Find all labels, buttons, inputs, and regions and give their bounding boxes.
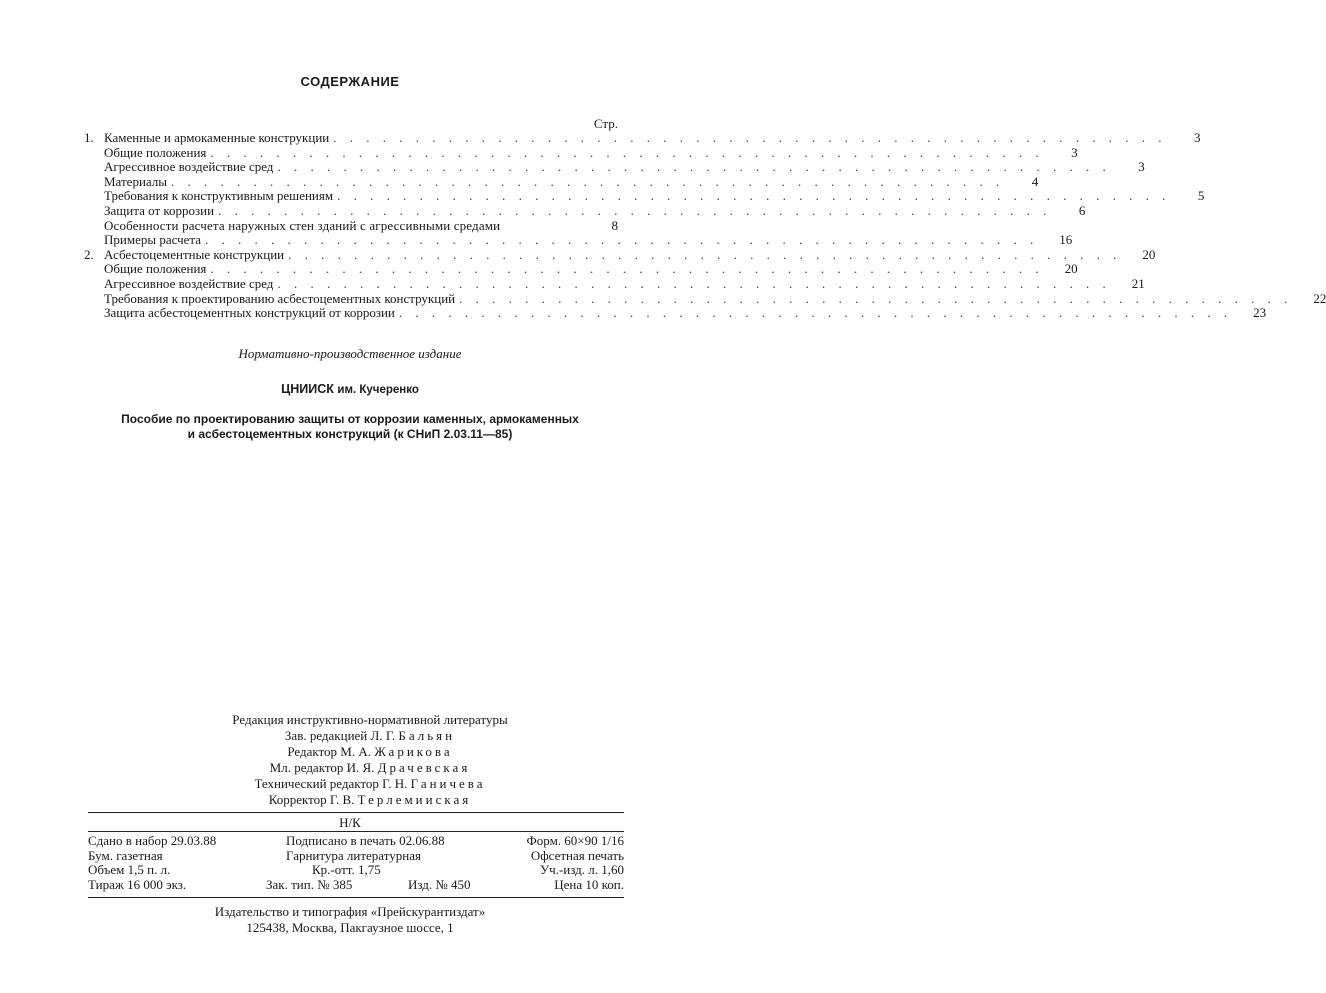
publisher-block (0, 904, 700, 936)
nk-mark: Н/К (339, 815, 361, 830)
divider-line (88, 897, 624, 898)
book-title-line: и асбестоцементных конструкций (к СНиП 2.03.11—85) (187, 427, 513, 441)
toc-page: 20 (1142, 246, 1156, 262)
toc-text: Общие положения (104, 144, 207, 160)
editorial-staff (130, 712, 610, 808)
toc-text: Агрессивное воздействие сред (104, 159, 274, 175)
toc-text: Защита от коррозии (104, 202, 215, 218)
staff-name: Жарикова (374, 744, 453, 759)
toc-page: 3 (1071, 144, 1078, 160)
toc-leader: . . . . . . . . . . . . . . . . . . . . . . . . . . . . . . . . . . . . . . . . . . . . . . . . . . . (459, 290, 1293, 306)
toc-entry[interactable] (84, 275, 1145, 292)
toc-page: 21 (1131, 275, 1145, 291)
toc-leader: . . . . . . . . . . . . . . . . . . . . . . . . . . . . . . . . . . . . . . . . . . . . . . . . . . . (398, 305, 1233, 321)
book-title (80, 412, 620, 442)
toc-leader: . . . . . . . . . . . . . . . . . . . . . . . . . . . . . . . . . . . . . . . . . . . . . . . . . . . (288, 246, 1122, 262)
organization (0, 382, 700, 396)
staff-name: Ганичева (410, 776, 486, 791)
toc-page: 16 (1059, 232, 1073, 248)
toc-entry[interactable] (84, 290, 1326, 307)
imprint-row: Сдано в набор 29.03.88 Подписано в печать 02.06.88 Форм. 60×90 1/16 (88, 833, 624, 848)
toc-entry[interactable] (84, 305, 1267, 321)
toc-entry[interactable] (84, 202, 1086, 219)
toc-page: 3 (1193, 130, 1201, 145)
toc-number: 1. (84, 130, 94, 145)
toc-text: Материалы (104, 173, 168, 189)
edition-type: Нормативно-производственное издание (238, 346, 462, 361)
toc-leader: . . . . . . . . . . . . . . . . . . . . . . . . . . . . . . . . . . . . . . . . . . . . . . . . . . . (277, 275, 1111, 291)
toc-entry[interactable] (84, 173, 1039, 190)
organization-rest: им. Кучеренко (337, 384, 419, 396)
toc-text: Требования к конструктивным решениям (104, 188, 334, 204)
book-title-line: Пособие по проектированию защиты от коррозии каменных, армокаменных (121, 412, 579, 426)
toc-text: Агрессивное воздействие сред (104, 275, 274, 291)
toc-entry[interactable] (84, 130, 1201, 146)
toc-text: Асбестоцементные конструкции (104, 246, 285, 262)
toc-entry[interactable] (84, 144, 1078, 161)
page-column-label: Стр. (593, 116, 618, 131)
toc-text: Требования к проектированию асбестоцементных конструкций (104, 290, 456, 306)
toc-page: 4 (1031, 173, 1039, 189)
staff-line: Редактор М. А. Жарикова (287, 744, 453, 759)
department: Редакция инструктивно-нормативной литературы (232, 712, 508, 727)
contents-title: СОДЕРЖАНИЕ (300, 74, 400, 89)
staff-name: Терлемииская (357, 792, 472, 807)
toc-leader: . . . . . . . . . . . . . . . . . . . . . . . . . . . . . . . . . . . . . . . . . . . . . . . . . . . (205, 232, 1039, 248)
toc-entry[interactable] (84, 261, 1078, 277)
publisher-address: 125438, Москва, Пакгаузное шоссе, 1 (246, 920, 454, 935)
toc-text: Особенности расчета наружных стен зданий с агрессивными средами (104, 217, 501, 233)
staff-line: Корректор Г. В. Терлемииская (268, 792, 472, 807)
toc-text: Каменные и армокаменные конструкции (104, 130, 330, 145)
imprint-block (88, 834, 624, 892)
toc-page: 22 (1313, 290, 1326, 306)
toc-page: 20 (1064, 261, 1078, 277)
divider-line (88, 812, 624, 813)
toc-entry[interactable] (84, 188, 1205, 204)
staff-name: Драчевская (377, 760, 471, 775)
divider-line (88, 831, 624, 832)
toc-page: 8 (611, 217, 618, 233)
imprint-row: Объем 1,5 п. л. Кр.-отт. 1,75 Уч.-изд. л. 1,60 (88, 862, 624, 877)
staff-line: Мл. редактор И. Я. Драчевская (269, 760, 471, 775)
imprint-row: Тираж 16 000 экз. Зак. тип. № 385 Изд. № 450 Цена 10 коп. (88, 876, 624, 892)
toc-text: Защита асбестоцементных конструкций от коррозии (104, 305, 395, 321)
toc-text: Общие положения (104, 261, 207, 277)
toc-leader: . . . . . . . . . . . . . . . . . . . . . . . . . . . . . . . . . . . . . . . . . . . . . . . . . . . (210, 261, 1044, 277)
toc-leader: . . . . . . . . . . . . . . . . . . . . . . . . . . . . . . . . . . . . . . . . . . . . . . . . . . . (277, 159, 1111, 175)
toc-page: 23 (1253, 305, 1267, 321)
toc-entry[interactable] (84, 219, 618, 234)
staff-line: Зав. редакцией Л. Г. Бальян (284, 728, 456, 743)
table-of-contents (84, 130, 1326, 321)
publisher-name: Издательство и типография «Прейскурантиздат» (214, 904, 486, 919)
toc-number: 2. (84, 246, 94, 262)
toc-leader: . . . . . . . . . . . . . . . . . . . . . . . . . . . . . . . . . . . . . . . . . . . . . . . . . . . (337, 188, 1171, 204)
toc-entry[interactable] (84, 232, 1073, 248)
toc-text: Примеры расчета (104, 232, 202, 248)
staff-line: Технический редактор Г. Н. Ганичева (254, 776, 486, 791)
toc-page: 5 (1197, 188, 1205, 204)
imprint-row: Бум. газетная Гарнитура литературная Офсетная печать (88, 847, 624, 863)
toc-leader: . . . . . . . . . . . . . . . . . . . . . . . . . . . . . . . . . . . . . . . . . . . . . . . . . . . (171, 173, 1005, 189)
toc-leader: . . . . . . . . . . . . . . . . . . . . . . . . . . . . . . . . . . . . . . . . . . . . . . . . . . . (210, 144, 1044, 160)
toc-leader: . . . . . . . . . . . . . . . . . . . . . . . . . . . . . . . . . . . . . . . . . . . . . . . . . . . (333, 130, 1167, 145)
toc-entry[interactable] (84, 159, 1145, 175)
toc-leader: . . . . . . . . . . . . . . . . . . . . . . . . . . . . . . . . . . . . . . . . . . . . . . . . . . . (218, 202, 1052, 218)
toc-page: 6 (1078, 202, 1086, 218)
toc-page: 3 (1138, 159, 1145, 175)
toc-entry[interactable] (84, 246, 1156, 263)
organization-name: ЦНИИСК (281, 382, 334, 396)
staff-name: Бальян (398, 728, 456, 743)
